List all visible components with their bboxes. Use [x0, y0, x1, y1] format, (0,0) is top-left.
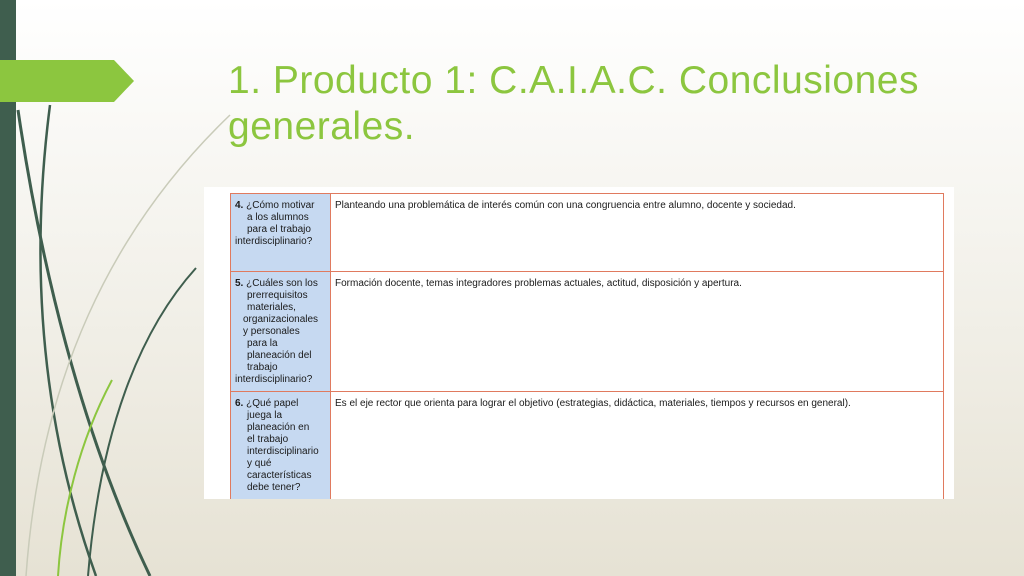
question-line: para la: [247, 338, 278, 349]
question-cell: [231, 194, 331, 272]
question-line: planeación del: [247, 350, 312, 361]
question-line: debe tener?: [247, 482, 301, 493]
slide-title: [228, 58, 988, 150]
table-row: [231, 272, 944, 392]
table-row: [231, 194, 944, 272]
table-image: [204, 187, 954, 499]
question-line: interdisciplinario: [247, 446, 319, 457]
question-number: 4.: [235, 200, 244, 211]
question-line: prerrequisitos: [247, 290, 308, 301]
questions-table: [230, 193, 944, 499]
question-line: interdisciplinario?: [235, 374, 313, 385]
answer-cell: [331, 194, 944, 272]
question-line: organizacionales: [243, 314, 319, 325]
question-line: trabajo: [247, 362, 278, 373]
question-line: 5. ¿Cuáles son los: [235, 278, 318, 289]
question-cell: [231, 392, 331, 500]
question-line: el trabajo: [247, 434, 289, 445]
slide-title-line1: 1. Producto 1: C.A.I.A.C. Conclusiones: [228, 59, 919, 102]
slide-title-line2: generales.: [228, 105, 416, 148]
question-line: características: [247, 470, 312, 481]
answer-text: Formación docente, temas integradores problemas actuales, actitud, disposición y apertura.: [335, 278, 742, 289]
answer-text: Planteando una problemática de interés común con una congruencia entre alumno, docente y sociedad.: [335, 200, 796, 211]
question-number: 5.: [235, 278, 244, 289]
question-line: 6. ¿Qué papel: [235, 398, 299, 409]
question-line: planeación en: [247, 422, 310, 433]
question-line: interdisciplinario?: [235, 236, 313, 247]
table-row: [231, 392, 944, 500]
title-arrow-tab: [0, 60, 134, 102]
answer-cell: [331, 392, 944, 500]
question-line: 4. ¿Cómo motivar: [235, 200, 315, 211]
question-number: 6.: [235, 398, 244, 409]
question-line: juega la: [247, 410, 283, 421]
answer-cell: [331, 272, 944, 392]
question-line: y personales: [243, 326, 300, 337]
question-line: a los alumnos: [247, 212, 309, 223]
question-line: para el trabajo: [247, 224, 311, 235]
question-line: y qué: [247, 458, 272, 469]
question-cell: [231, 272, 331, 392]
question-line: materiales,: [247, 302, 296, 313]
answer-text: Es el eje rector que orienta para lograr el objetivo (estrategias, didáctica, materiales, tiempos y recursos en general).: [335, 398, 851, 409]
